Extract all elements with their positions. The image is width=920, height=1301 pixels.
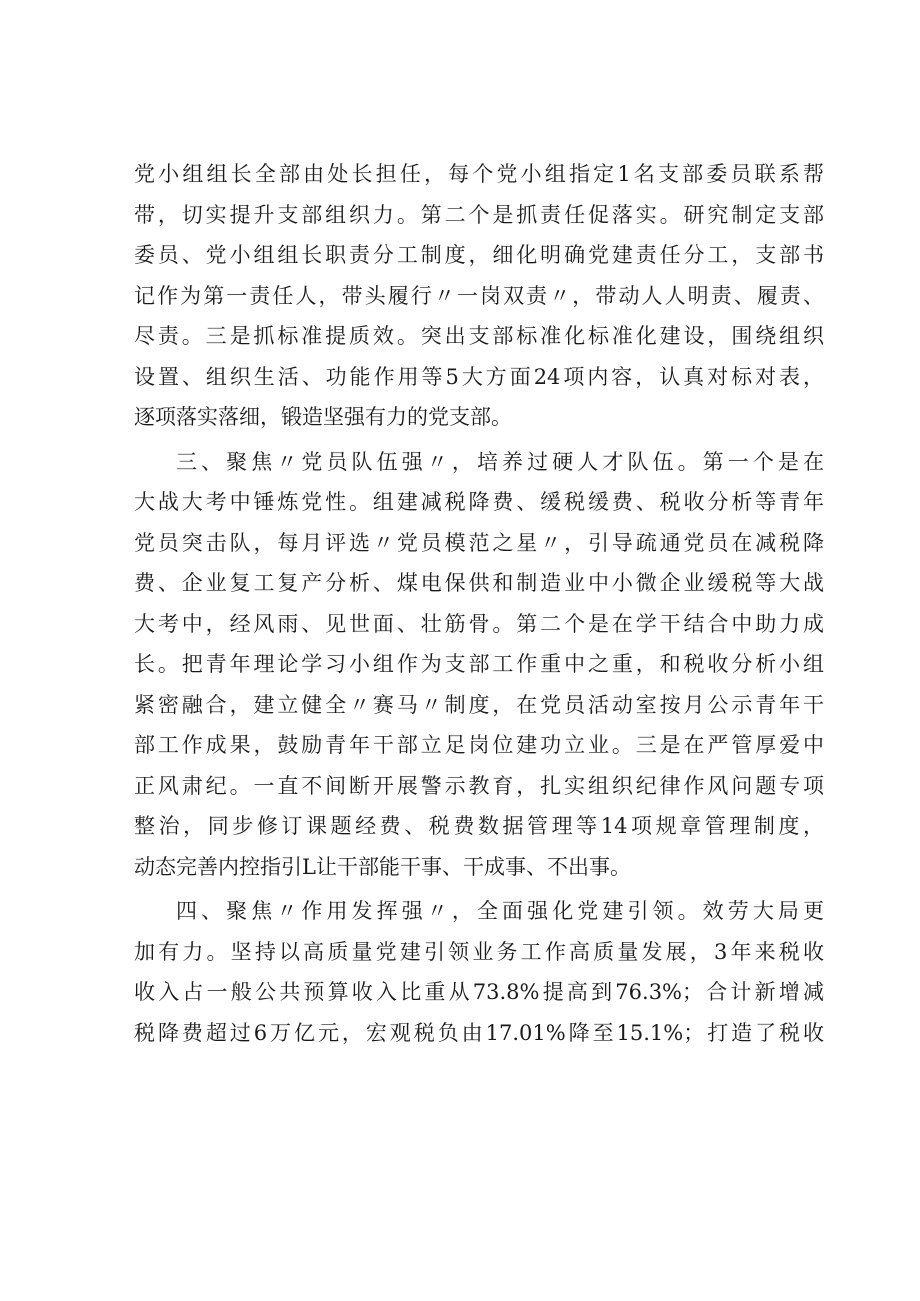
text-line: 四、聚焦〃作用发挥强〃，全面强化党建引领。效劳大局更 <box>176 899 824 923</box>
text-line: 税降费超过6万亿元，宏观税负由17.01%降至15.1%；打造了税收 <box>134 1020 824 1045</box>
text-line: 紧密融合，建立健全〃赛马〃制度，在党员活动室按月公示青年干 <box>134 692 824 717</box>
text-line: 三、聚焦〃党员队伍强〃，培养过硬人才队伍。第一个是在 <box>176 449 824 474</box>
text-line: 长。把青年理论学习小组作为支部工作重中之重，和税收分析小组 <box>134 652 824 676</box>
text-line: 部工作成果，鼓励青年干部立足岗位建功立业。三是在严管厚爱中 <box>134 733 824 757</box>
text-line: 正风肃纪。一直不间断开展警示教育，扎实组织纪律作风问题专项 <box>134 773 824 798</box>
paragraph-1 <box>134 154 824 438</box>
text-line: 设置、组织生活、功能作用等5大方面24项内容，认真对标对表， <box>134 364 824 389</box>
text-line: 大考中，经风雨、见世面、壮筋骨。第二个是在学干结合中助力成 <box>134 611 824 636</box>
text-line: 党小组组长全部由处长担任，每个党小组指定1名支部委员联系帮 <box>134 162 824 186</box>
text-line: 记作为第一责任人，带头履行〃一岗双责〃，带动人人明责、履责、 <box>134 283 824 308</box>
text-line: 党员突击队，每月评选〃党员模范之星〃，引导疏通党员在减税降 <box>134 530 824 555</box>
paragraph-3 <box>134 891 824 1053</box>
paragraph-2 <box>134 442 824 888</box>
document-body <box>134 154 824 1057</box>
text-line: 收入占一般公共预算收入比重从73.8%提高到76.3%；合计新增减 <box>134 980 824 1004</box>
text-line: 加有力。坚持以高质量党建引领业务工作高质量发展，3年来税收 <box>134 939 824 964</box>
text-line: 动态完善内控指引L让干部能干事、干成事、不出事。 <box>134 854 631 879</box>
text-line: 带，切实提升支部组织力。第二个是抓责任促落实。研究制定支部 <box>134 202 824 227</box>
text-line: 逐项落实落细，锻造坚强有力的党支部。 <box>134 405 512 429</box>
text-line: 费、企业复工复产分析、煤电保供和制造业中小微企业缓税等大战 <box>134 571 824 595</box>
text-line: 大战大考中锤炼党性。组建减税降费、缓税缓费、税收分析等青年 <box>134 490 824 514</box>
text-line: 委员、党小组组长职责分工制度，细化明确党建责任分工，支部书 <box>134 243 824 267</box>
text-line: 尽责。三是抓标准提质效。突出支部标准化标准化建设，围绕组织 <box>134 324 824 348</box>
text-line: 整治，同步修订课题经费、税费数据管理等14项规章管理制度， <box>134 814 824 838</box>
